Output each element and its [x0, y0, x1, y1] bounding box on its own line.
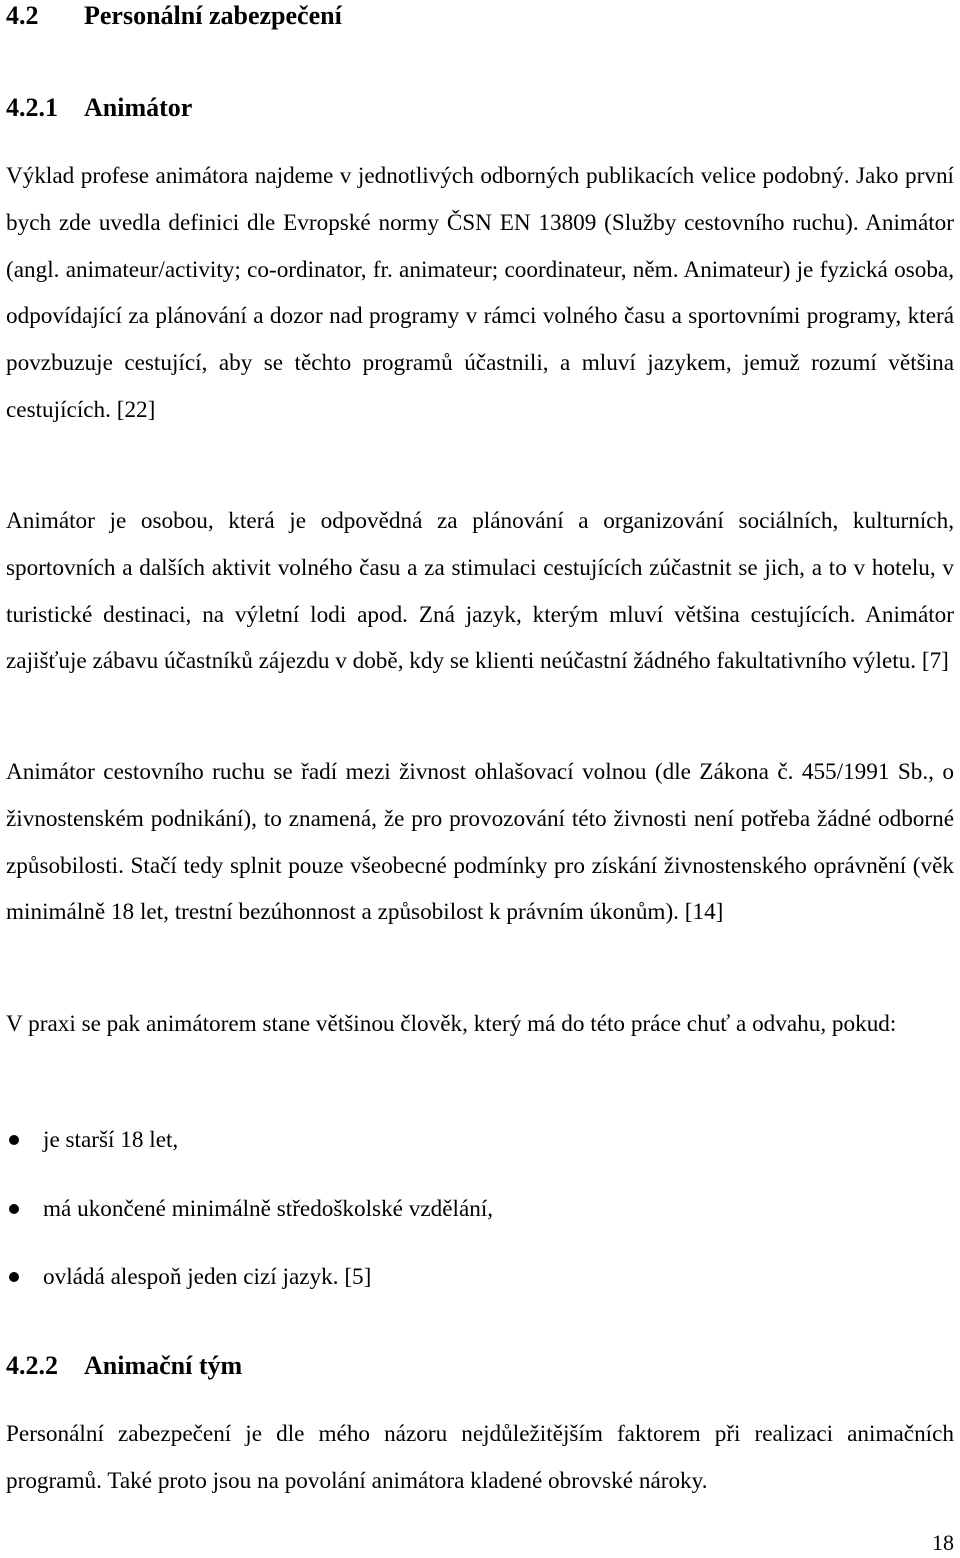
section-number: 4.2 — [6, 1, 39, 30]
subsection-number: 4.2.1 — [6, 93, 58, 122]
subsection-number: 4.2.2 — [6, 1351, 58, 1380]
paragraph-definition: Výklad profese animátora najdeme v jednotlivých odborných publikacích velice podobný. Jako první bych zde uvedla definici dle Evropské normy ČSN EN 13809 (Služby cestovního ruchu). Animátor (angl. animateur/activity; co-ordinator, fr. animateur; coordinateur, něm. Animateur) je fyzická osoba, odpovídající za plánování a dozor nad programy v rámci volného času a sportovními programy, která povzbuzuje cestující, aby se těchto programů účastnili, a mluví jazykem, jemuž rozumí většina cestujících. [22] — [6, 163, 954, 423]
paragraph-practice: V praxi se pak animátorem stane většinou člověk, který má do této práce chuť a odvahu, pokud: — [6, 1011, 897, 1037]
paragraph-team: Personální zabezpečení je dle mého názoru nejdůležitějším faktorem při realizaci animačních programů. Také proto jsou na povolání animátora kladené obrovské nároky. — [6, 1421, 954, 1494]
subsection-title: Animátor — [84, 93, 193, 122]
bullet-icon — [9, 1272, 19, 1282]
bullet-icon — [9, 1204, 19, 1214]
section-title: Personální zabezpečení — [84, 1, 342, 30]
section-heading — [6, 0, 342, 32]
page-number: 18 — [932, 1530, 954, 1555]
subsection-title: Animační tým — [84, 1351, 243, 1380]
document-page: 4.2 Personální zabezpečení 4.2.1 Animátor Výklad profese animátora najdeme v jednotlivých odborných publikacích velice podobný. Jako první bych zde uvedla definici dle Evropské normy ČSN EN 13809 (Služby cestovního ruchu). Animátor (angl. animateur/activity; co-ordinator, fr. animateur; coordinateur, něm. Animateur) je fyzická osoba, odpovídající za plánování a dozor nad programy v rámci volného času a sportovními programy, která povzbuzuje cestující, aby se těchto programů účastnili, a mluví jazykem, jemuž rozumí většina cestujících. [22] Animátor je osobou, která je odpovědná za plánování a organizování sociálních, kulturních, sportovních a dalších aktivit volného času a za stimulaci cestujících zúčastnit se jich, a to v hotelu, v turistické destinaci, na výletní lodi apod. Zná jazyk, kterým mluví většina cestujících. Animátor zajišťuje zábavu účastníků zájezdu v době, kdy se klienti neúčastní žádného fakultativního výletu. [7] Animátor cestovního ruchu se řadí mezi živnost ohlašovací volnou (dle Zákona č. 455/1991 Sb., o živnostenském podnikání), to znamená, že pro provozování této živnosti není potřeba žádné odborné způsobilosti. Stačí tedy splnit pouze všeobecné podmínky pro získání živnostenského oprávnění (věk minimálně 18 let, trestní bezúhonnost a způsobilost k právním úkonům). [14] V praxi se pak animátorem stane většinou člověk, který má do této práce chuť a odvahu, pokud: je starší 18 let, má ukončené minimálně středoškolské vzdělání, ovládá alespoň jeden cizí jazyk. [5] 4.2.2 Animační tým Personální zabezpečení je dle mého názoru nejdůležitějším faktorem při realizaci animačních programů. Také proto jsou na povolání animátora kladené obrovské nároky. 18 — [6, 1, 954, 1555]
paragraph-trade-license: Animátor cestovního ruchu se řadí mezi živnost ohlašovací volnou (dle Zákona č. 455/1991 Sb., o živnostenském podnikání), to znamená, že pro provozování této živnosti není potřeba žádné odborné způsobilosti. Stačí tedy splnit pouze všeobecné podmínky pro získání živnostenského oprávnění (věk minimálně 18 let, trestní bezúhonnost a způsobilost k právním úkonům). [14] — [6, 759, 954, 926]
subsection-heading-animator — [6, 92, 192, 124]
subsection-heading-team — [6, 1350, 242, 1382]
bullet-icon — [9, 1135, 19, 1145]
paragraph-responsibilities: Animátor je osobou, která je odpovědná za plánování a organizování sociálních, kulturních, sportovních a dalších aktivit volného času a za stimulaci cestujících zúčastnit se jich, a to v hotelu, v turistické destinaci, na výletní lodi apod. Zná jazyk, kterým mluví většina cestujících. Animátor zajišťuje zábavu účastníků zájezdu v době, kdy se klienti neúčastní žádného fakultativního výletu. [7] — [6, 508, 954, 675]
